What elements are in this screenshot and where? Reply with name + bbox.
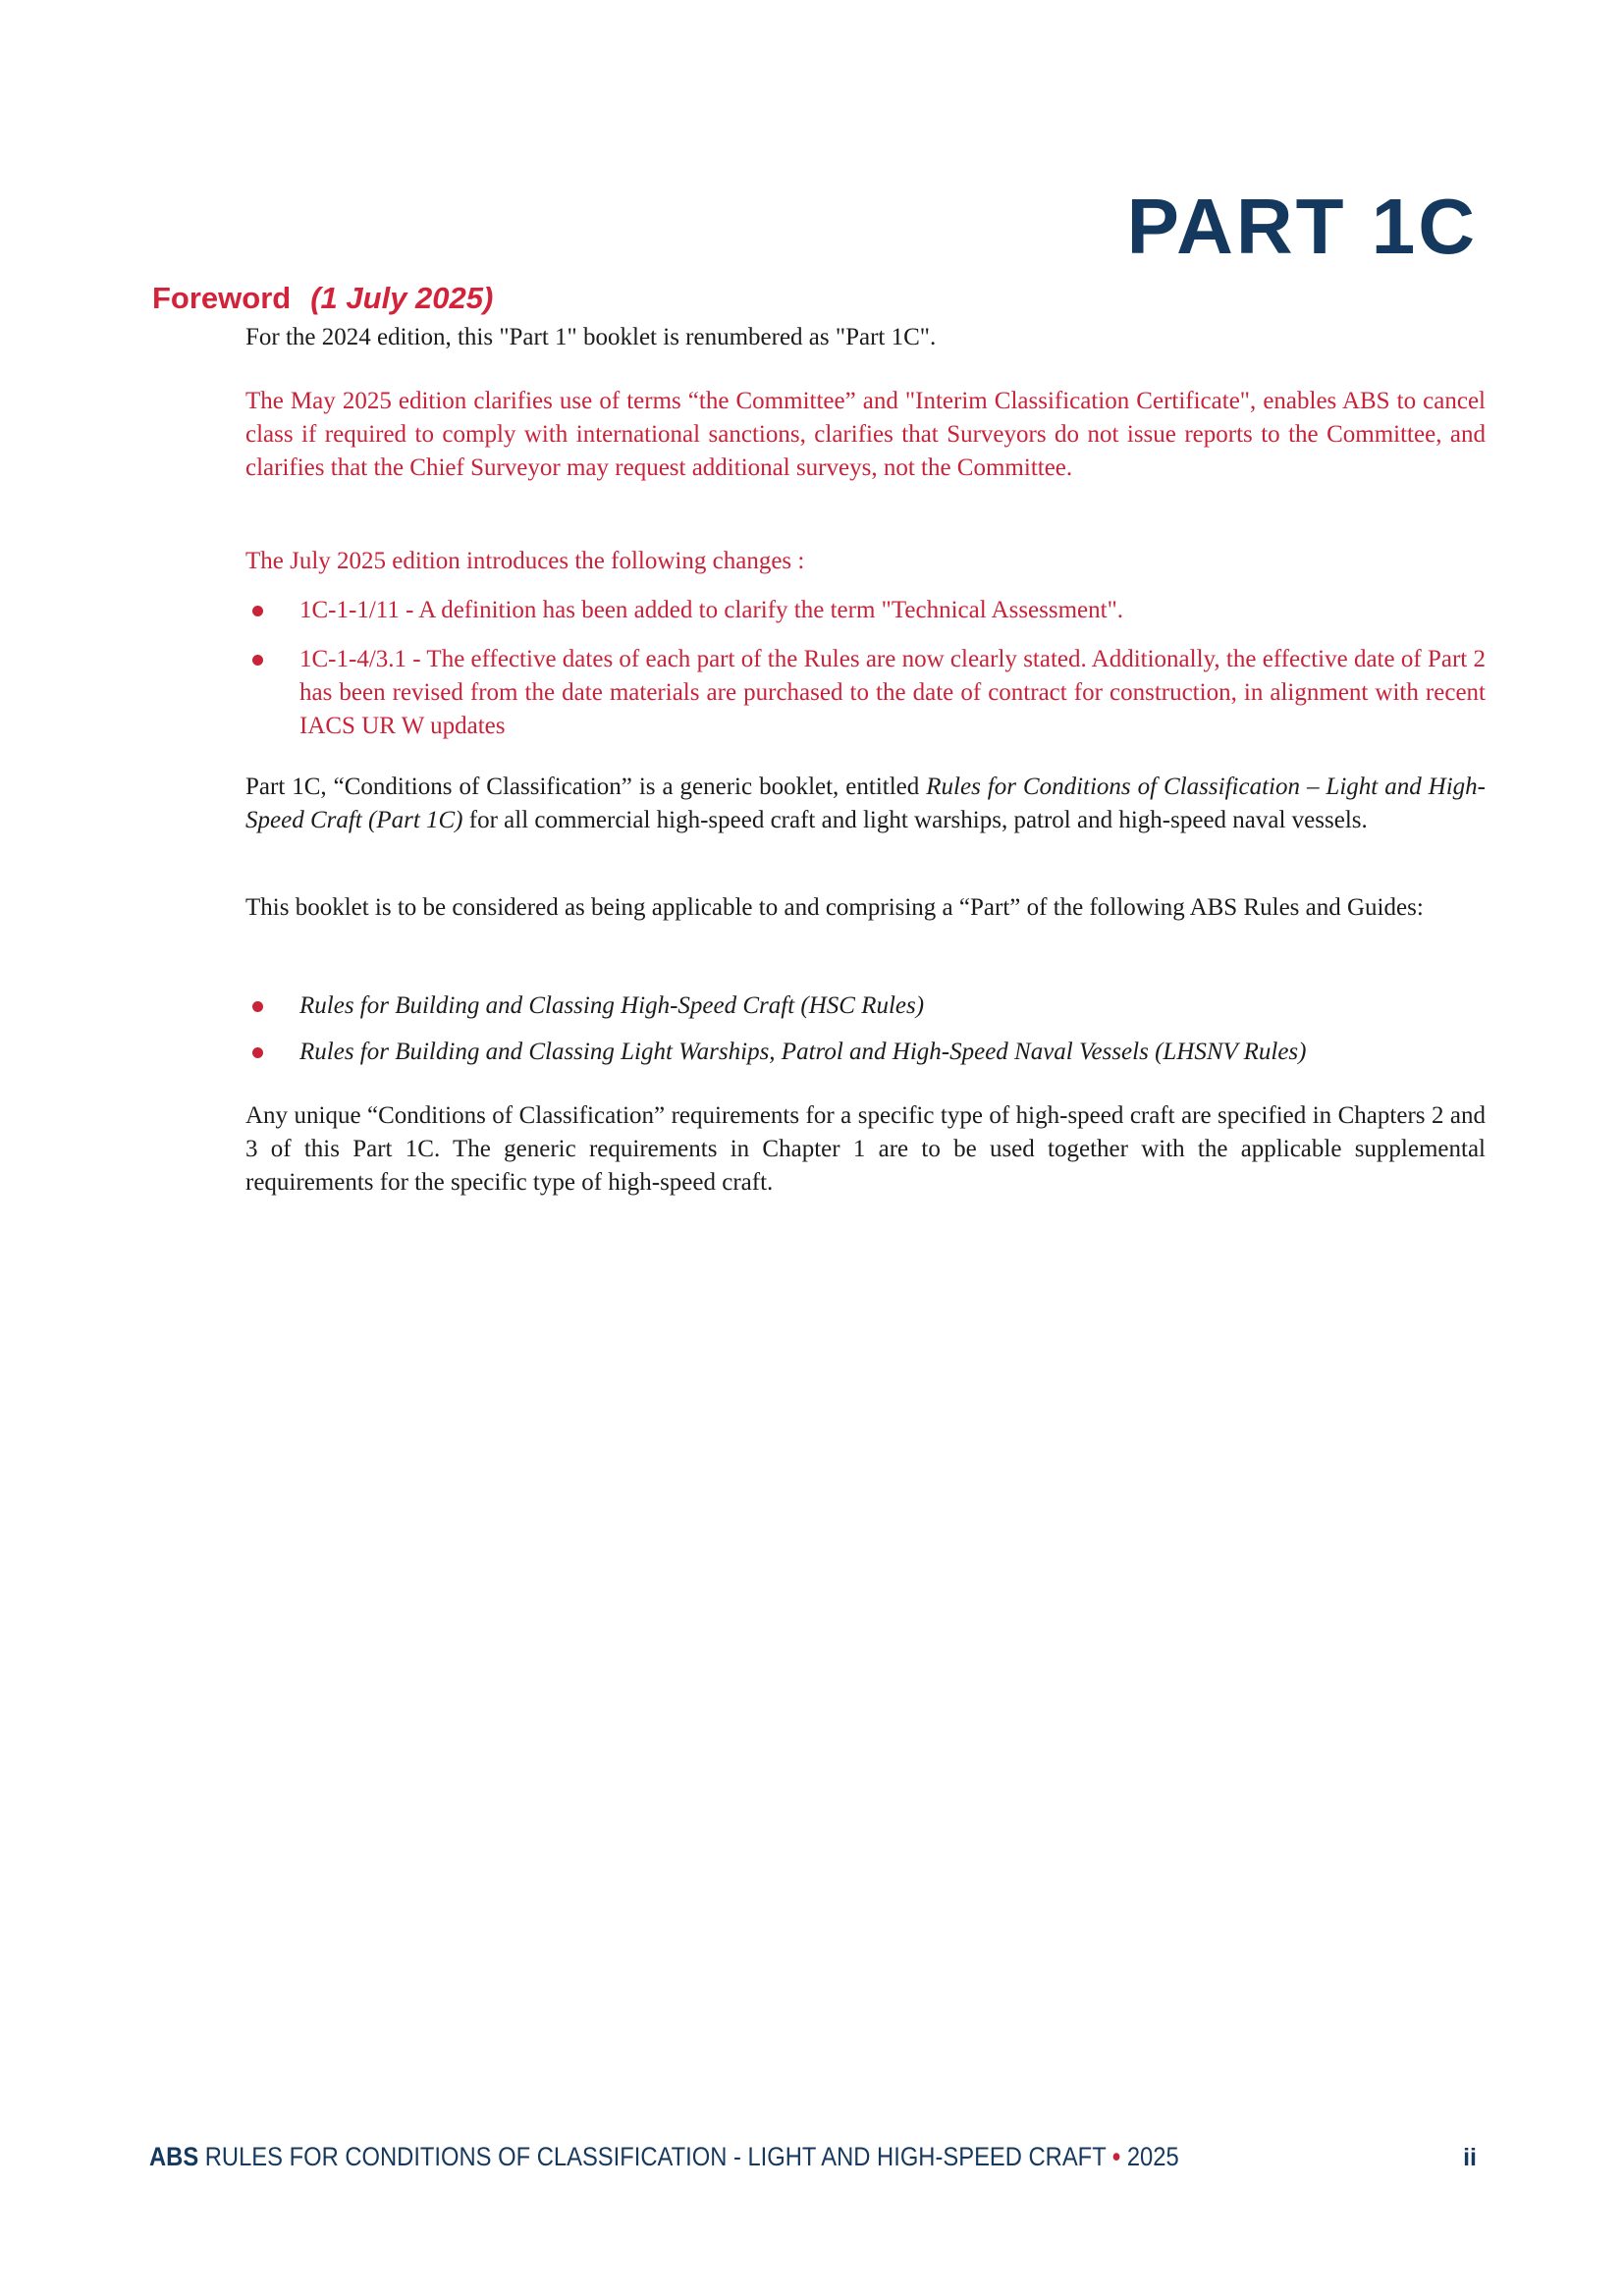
paragraph-applicability-intro: This booklet is to be considered as being applicable to and comprising a “Part” of the following ABS Rules and Guides: [245,894,1424,921]
booklet-text-post: for all commercial high-speed craft and light warships, patrol and high-speed naval vessels. [462,807,1368,833]
paragraph-unique-requirements: Any unique “Conditions of Classification” requirements for a specific type of high-speed craft are specified in Chapters 2 and 3 of this Part 1C. The generic requirements in Chapter 1 are to be used together with the applicable supplemental requirements for the specific type of high-speed craft. [245,1102,1486,1196]
rules-guides-list [245,989,1486,1069]
booklet-text-pre: Part 1C, “Conditions of Classification” is a generic booklet, entitled [245,774,927,800]
list-item-text: 1C-1-1/11 - A definition has been added to clarify the term "Technical Assessment". [299,597,1124,623]
list-item [245,989,1486,1023]
list-item [245,1036,1486,1069]
list-item-text: Rules for Building and Classing Light Warships, Patrol and High-Speed Naval Vessels (LHSNV Rules) [299,1039,1307,1065]
dot-separator-icon: • [1111,2142,1121,2171]
july-changes-list [245,594,1486,743]
page-number: ii [1463,2144,1477,2171]
list-item [245,643,1486,743]
footer-text [149,2143,1179,2172]
paragraph-booklet-description [245,771,1486,837]
part-title: PART 1C [1126,183,1478,270]
footer-brand: ABS [149,2142,199,2171]
bullet-icon [252,1047,263,1058]
bullet-icon [252,655,263,666]
foreword-heading [152,282,493,315]
bullet-icon [252,606,263,616]
footer-title: RULES FOR CONDITIONS OF CLASSIFICATION - LIGHT AND HIGH-SPEED CRAFT [198,2142,1112,2171]
foreword-label: Foreword [152,281,292,315]
booklet-rules-title: Rules for Conditions of Classification – Light and High-Speed Craft (Part 1C) [245,774,1486,833]
footer [149,2143,1320,2172]
bullet-icon [252,1001,263,1012]
foreword-date: (1 July 2025) [310,281,494,315]
paragraph-july-2025-intro: The July 2025 edition introduces the following changes : [245,548,805,574]
paragraph-renumbered: For the 2024 edition, this "Part 1" booklet is renumbered as "Part 1C". [245,324,937,350]
list-item-text: Rules for Building and Classing High-Speed Craft (HSC Rules) [299,992,925,1019]
footer-year: 2025 [1120,2142,1179,2171]
list-item [245,594,1486,627]
list-item-text: 1C-1-4/3.1 - The effective dates of each part of the Rules are now clearly stated. Additionally, the effective date of Part 2 has been revised from the date materials are purchased to the date of contract for construction, in alignment with recent IACS UR W updates [299,646,1486,739]
paragraph-may-2025-edition: The May 2025 edition clarifies use of terms “the Committee” and "Interim Classification Certificate", enables ABS to cancel class if required to comply with international sanctions, clarifies that Surveyors do not issue reports to the Committee, and clarifies that the Chief Surveyor may request additional surveys, not the Committee. [245,388,1486,481]
